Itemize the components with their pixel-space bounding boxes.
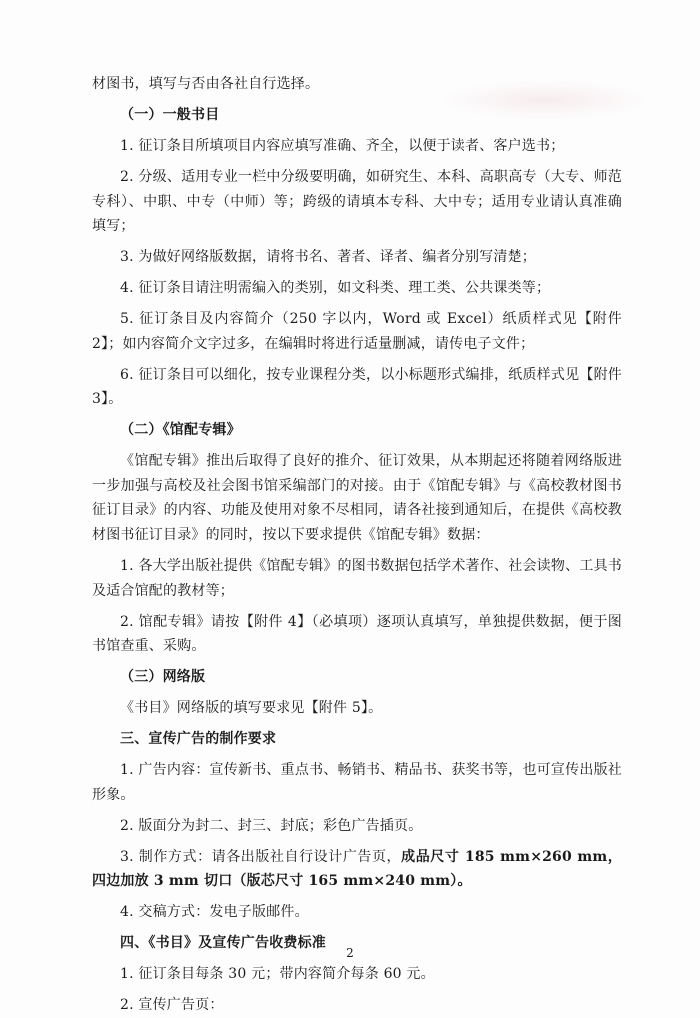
paragraph: 2. 版面分为封二、封三、封底；彩色广告插页。	[120, 817, 423, 834]
paragraph: 2. 宣传广告页：	[120, 997, 224, 1014]
paragraph: 1. 广告内容：宣传新书、重点书、畅销书、精品书、获奖书等，也可宣传出版社形象。	[92, 762, 622, 803]
paragraph: 4. 交稿方式：发电子版邮件。	[120, 904, 309, 921]
paragraph: 《书目》网络版的填写要求见【附件 5】。	[120, 700, 383, 717]
paragraph: 1. 征订条目每条 30 元；带内容简介每条 60 元。	[120, 966, 435, 983]
size-spec-bold: 成品尺寸 185 mm×260 mm，四边加放 3 mm 切口（版芯尺寸 165 mm×240 mm）。	[92, 848, 622, 890]
paragraph-production	[92, 845, 622, 894]
paragraph: 5. 征订条目及内容简介（250 字以内，Word 或 Excel）纸质样式见【附件 2】；如内容简介文字过多，在编辑时将进行适量删减，请传电子文件；	[92, 311, 622, 352]
document-body	[92, 72, 622, 1018]
paragraph: 材图书，填写与否由各社自行选择。	[92, 76, 320, 92]
paragraph: 3. 为做好网络版数据，请将书名、著者、译者、编者分别写清楚；	[120, 249, 537, 266]
paragraph: 6. 征订条目可以细化，按专业课程分类，以小标题形式编排，纸质样式见【附件 3】。	[92, 366, 622, 408]
section-heading-general: （一）一般书目	[120, 106, 220, 123]
paragraph-lead: 3. 制作方式：请各出版社自行设计广告页，	[120, 848, 402, 865]
paragraph: 4. 征订条目请注明需编入的类别，如文科类、理工类、公共课类等；	[120, 280, 551, 297]
paragraph: 《馆配专辑》推出后取得了良好的推介、征订效果，从本期起还将随着网络版进一步加强与高校及社会图书馆采编部门的对接。由于《馆配专辑》与《高校教材图书征订目录》的内容、功能及使用对象不尽相同，请各社接到通知后，在提供《高校教材图书征订目录》的同时，按以下要求提供《馆配专辑》数据：	[92, 453, 622, 544]
section-heading-online: （三）网络版	[120, 669, 206, 686]
section-heading-ads: 三、宣传广告的制作要求	[120, 731, 277, 748]
section-heading-fees: 四、《书目》及宣传广告收费标准	[120, 935, 326, 952]
page-number: 2	[346, 946, 354, 960]
paragraph: 2. 馆配专辑》请按【附件 4】（必填项）逐项认真填写，单独提供数据，便于图书馆查重、采购。	[92, 613, 622, 655]
paragraph: 1. 征订条目所填项目内容应填写准确、齐全，以便于读者、客户选书；	[120, 137, 565, 154]
paragraph: 2. 分级、适用专业一栏中分级要明确，如研究生、本科、高职高专（大专、师范专科）、中职、中专（中师）等；跨级的请填本专科、大中专；适用专业请认真准确填写；	[92, 168, 622, 235]
paragraph: 1. 各大学出版社提供《馆配专辑》的图书数据包括学术著作、社会读物、工具书及适合馆配的教材等；	[92, 558, 622, 599]
section-heading-library: （二）《馆配专辑》	[120, 422, 241, 439]
